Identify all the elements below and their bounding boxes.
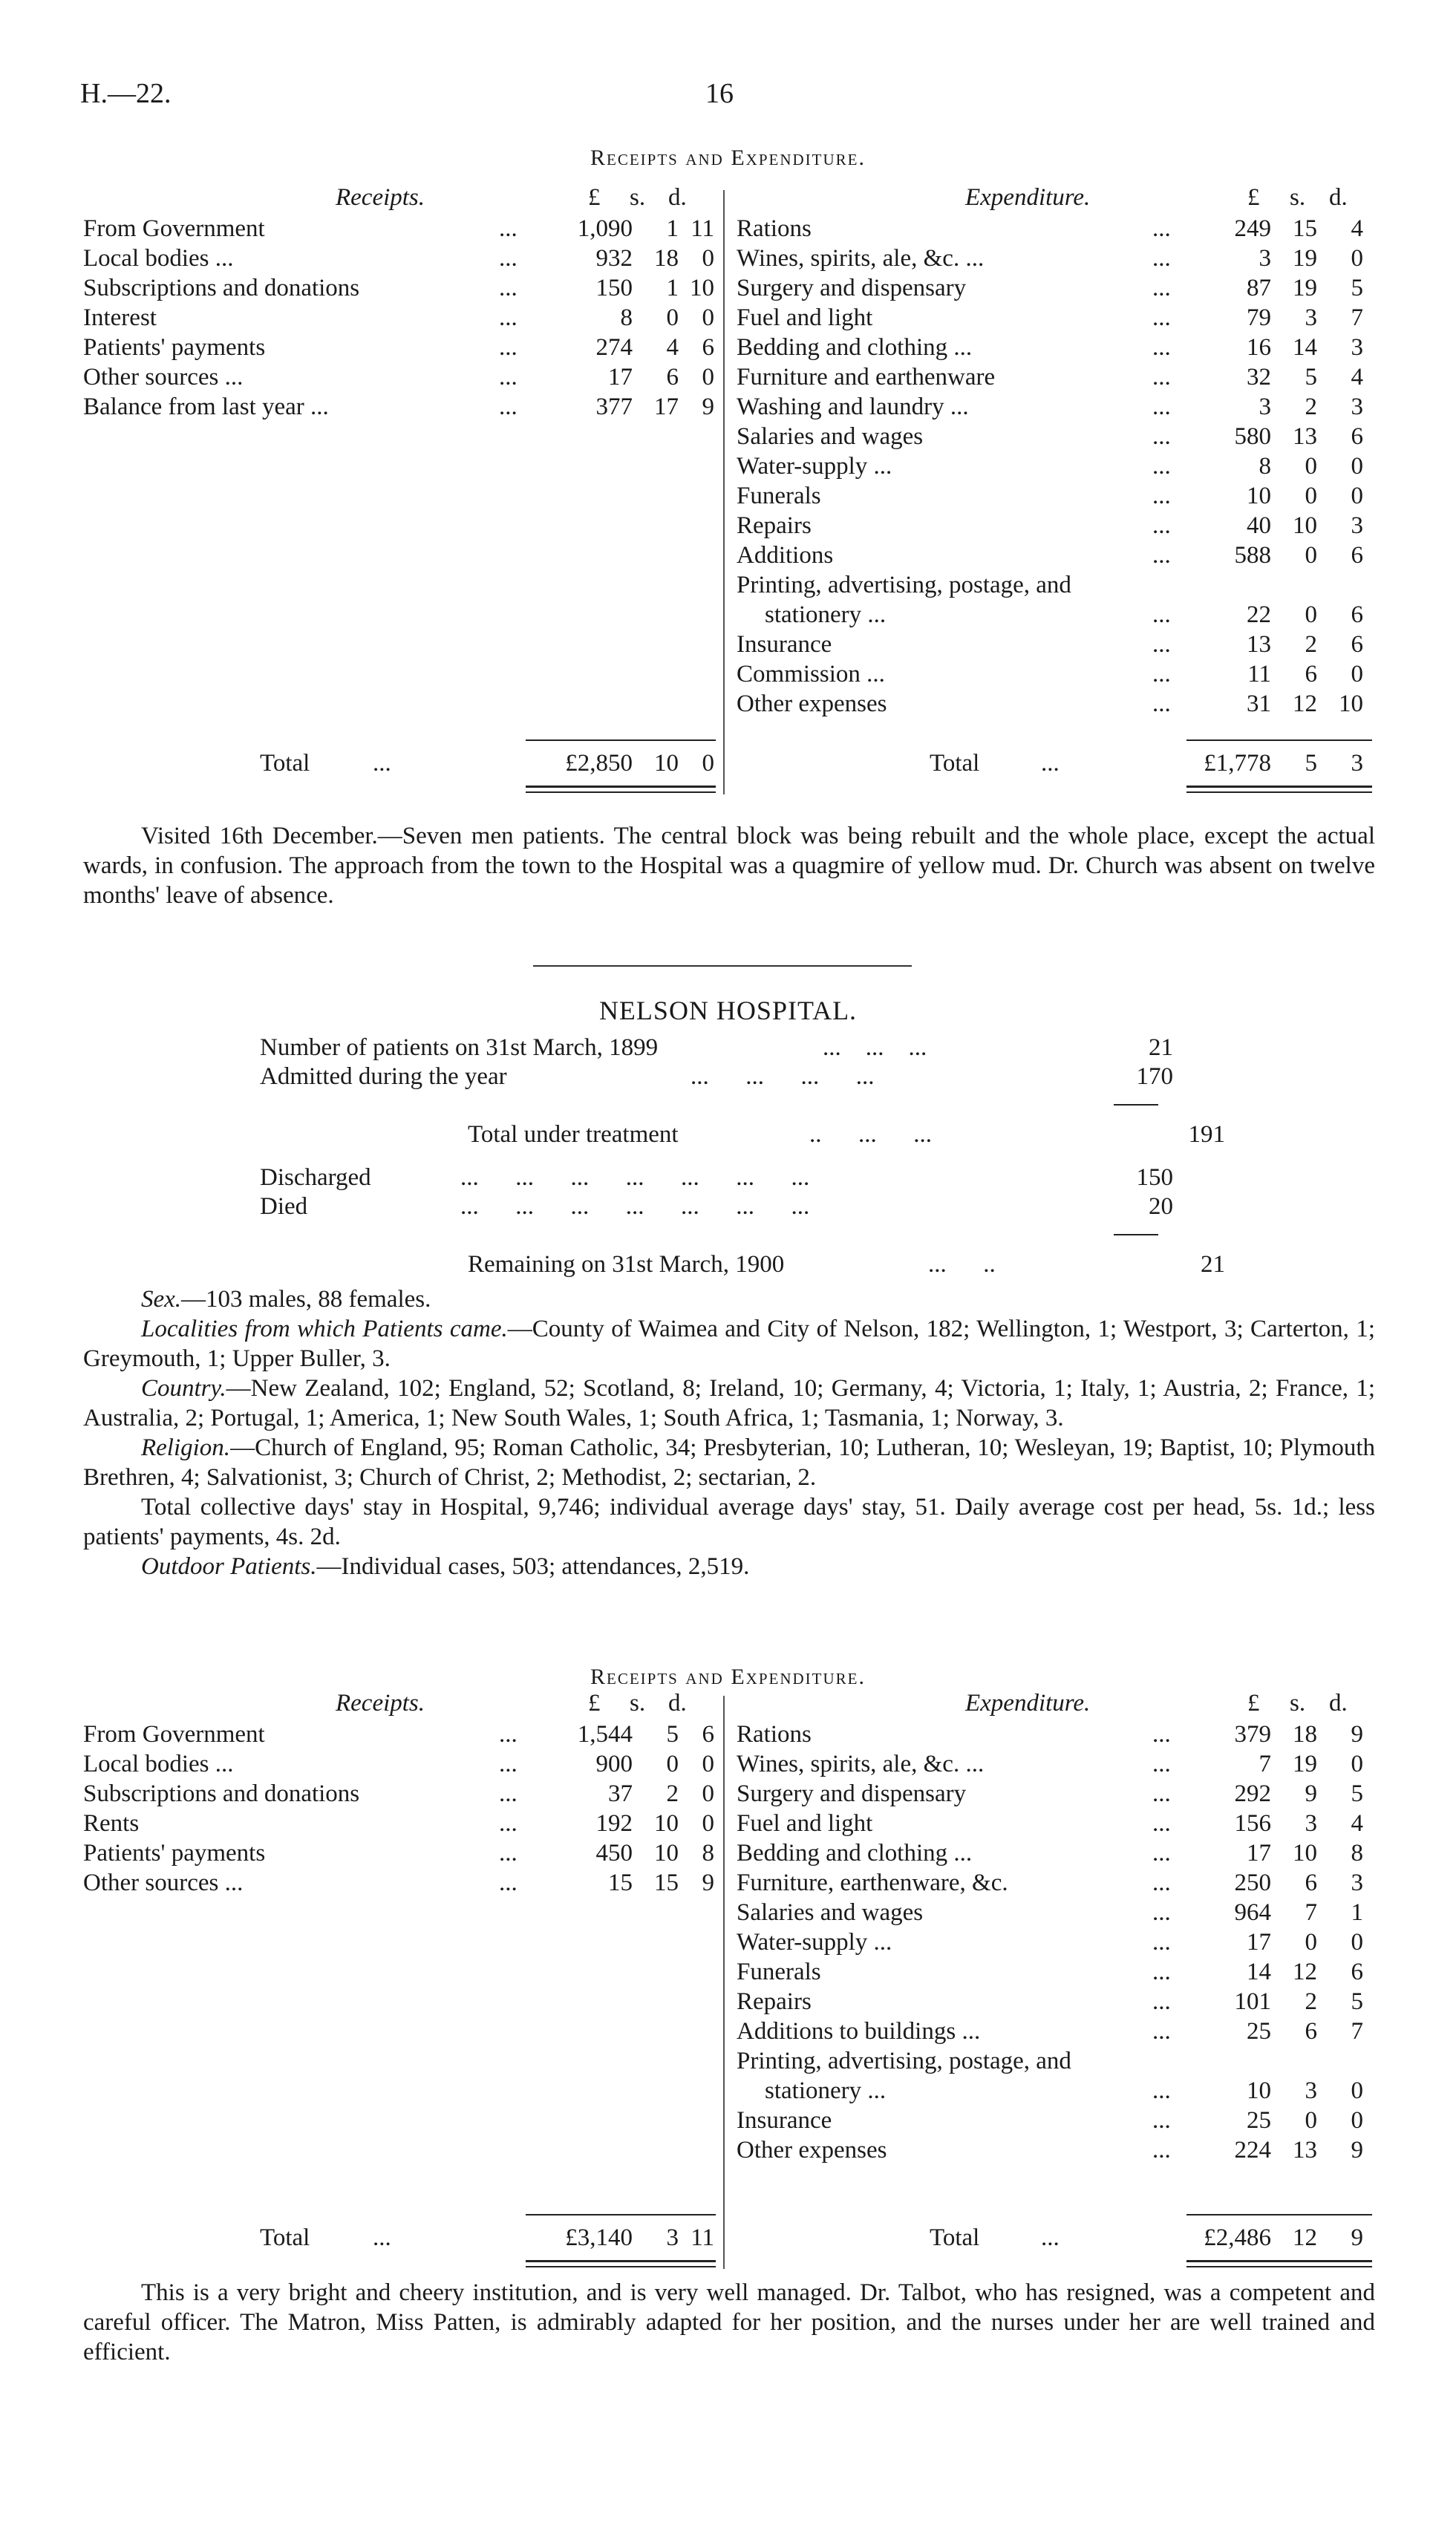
receipt-pence: 0 (702, 1780, 714, 1807)
expenditure-label: Rations (737, 215, 812, 242)
expenditure-pence: 0 (1351, 661, 1363, 688)
expenditure-row (737, 2048, 1368, 2077)
receipt-row: Subscriptions and donations ... 150 1 10 (83, 275, 714, 301)
expenditure-shillings: 3 (1305, 1810, 1317, 1837)
expenditure-pounds: 3 (1259, 394, 1271, 420)
expenditure-pence: 6 (1351, 423, 1363, 450)
expenditure-label: Rations (737, 1721, 812, 1748)
expenditure-row: Bedding and clothing ... ... 17 10 8 (737, 1840, 1363, 1867)
expenditure-pounds: 10 (1247, 483, 1271, 509)
receipt-row: From Government ... 1,544 5 6 (83, 1721, 714, 1748)
expenditure-pounds: 964 (1234, 1899, 1271, 1926)
expenditure-label: Surgery and dispensary (737, 275, 967, 301)
receipt-pounds: 377 (595, 394, 633, 420)
stat-discharged: Discharged ... ... ... ... ... ... ... 150 (260, 1164, 1173, 1191)
expenditure-pence: 9 (1351, 1721, 1363, 1748)
expenditure-pence: 7 (1351, 2018, 1363, 2045)
expenditure-pence: 8 (1351, 1840, 1363, 1867)
expenditure-shillings: 6 (1305, 1870, 1317, 1896)
expenditure-shillings: 2 (1305, 1988, 1317, 2015)
receipt-shillings: 6 (666, 364, 679, 391)
expenditure-shillings: 0 (1305, 483, 1317, 509)
expenditure-row: Wines, spirits, ale, &c. ... ... 3 19 0 (737, 245, 1363, 272)
expenditure-shillings: 13 (1293, 2137, 1317, 2164)
unit-shillings: s. (630, 184, 646, 211)
expenditure-pounds: 32 (1247, 364, 1271, 391)
expenditure-total-pounds: £2,486 (1204, 2224, 1271, 2251)
expenditure-pence: 5 (1351, 1780, 1363, 1807)
expenditure-pence: 10 (1339, 690, 1363, 717)
expenditure-label: Water-supply ... (737, 1929, 892, 1956)
expenditure-row: Fuel and light ... 79 3 7 (737, 304, 1363, 331)
expenditure-row: Rations ... 379 18 9 (737, 1721, 1363, 1748)
expenditure-shillings: 3 (1305, 304, 1317, 331)
receipt-pounds: 37 (608, 1780, 633, 1807)
expenditure-shillings: 6 (1305, 2018, 1317, 2045)
receipt-pounds: 1,544 (577, 1721, 633, 1748)
unit-pence: d. (1329, 184, 1348, 211)
expenditure-row: Salaries and wages ... 964 7 1 (737, 1899, 1363, 1926)
receipt-pounds: 15 (608, 1870, 633, 1896)
expenditure-total-row: Total ... £2,486 12 9 (930, 2224, 1363, 2251)
receipt-row: Patients' payments ... 274 4 6 (83, 334, 714, 361)
expenditure-row: Washing and laundry ... ... 3 2 3 (737, 394, 1363, 420)
expenditure-label: Fuel and light (737, 1810, 873, 1837)
expenditure-shillings: 15 (1293, 215, 1317, 242)
expenditure-heading: Expenditure. (965, 184, 1091, 211)
receipt-row: Balance from last year ... ... 377 17 9 (83, 394, 714, 420)
unit-pounds: £ (1247, 1690, 1260, 1717)
expenditure-label: Funerals (737, 483, 821, 509)
stat-remaining: Remaining on 31st March, 1900 ... .. 21 (468, 1251, 1225, 1278)
expenditure-shillings: 0 (1305, 453, 1317, 480)
unit-pence: d. (668, 1690, 687, 1717)
expenditure-label: Additions to buildings ... (737, 2018, 981, 2045)
receipt-label: Other sources ... (83, 364, 244, 391)
expenditure-row: Water-supply ... ... 17 0 0 (737, 1929, 1363, 1956)
receipts-total-pounds: £2,850 (565, 750, 633, 777)
expenditure-row: Water-supply ... ... 8 0 0 (737, 453, 1363, 480)
receipt-pence: 0 (702, 364, 714, 391)
expenditure-row (737, 572, 1368, 601)
expenditure-shillings: 5 (1305, 364, 1317, 391)
expenditure-pence: 0 (1351, 1751, 1363, 1777)
expenditure-label: Furniture, earthenware, &c. (737, 1870, 1008, 1896)
expenditure-row: Funerals ... 14 12 6 (737, 1959, 1363, 1985)
visit-remarks-1: Visited 16th December.—Seven men patients. The central block was being rebuilt and the whole place, except the actual wards, in confusion. The approach from the town to the Hospital was a quagmire of yellow mud. Dr. Church was absent on twelve months' leave of absence. (83, 823, 1375, 909)
expenditure-pence: 0 (1351, 2077, 1363, 2104)
expenditure-shillings: 0 (1305, 1929, 1317, 1956)
unit-shillings: s. (1290, 1690, 1306, 1717)
expenditure-shillings: 10 (1293, 1840, 1317, 1867)
expenditure-label-continued: stationery ... (765, 601, 887, 628)
patient-details: Sex.—103 males, 88 females. Localities from which Patients came.—County of Waimea and City of Nelson, 182; Wellington, 1; Westport, 3; Carterton, 1; Greymouth, 1; Upper Buller, 3. Country.—New Zealand, 102; England, 52; Scotland, 8; Ireland, 10; Germany, 4; Victoria, 1; Italy, 1; Austria, 2; France, 1; Australia, 2; Portugal, 1; America, 1; New South Wales, 1; South Africa, 1; Tasmania, 1; Norway, 3. Religion.—Church of England, 95; Roman Catholic, 34; Presbyterian, 10; Lutheran, 10; Wesleyan, 19; Baptist, 10; Plymouth Brethren, 4; Salvationist, 3; Church of Christ, 2; Methodist, 2; sectarian, 2. Total collective days' stay in Hospital, 9,746; individual average days' stay, 51. Daily average cost per head, 5s. 1d.; less patients' payments, 4s. 2d. Outdoor Patients.—Individual cases, 503; attendances, 2,519. (83, 1286, 1375, 1580)
receipts-total-shillings: 3 (666, 2224, 679, 2251)
expenditure-pounds: 31 (1247, 690, 1271, 717)
receipt-pounds: 932 (595, 245, 633, 272)
receipt-shillings: 0 (666, 304, 679, 331)
receipt-row: Other sources ... ... 17 6 0 (83, 364, 714, 391)
receipt-shillings: 1 (666, 275, 679, 301)
unit-pounds: £ (588, 1690, 601, 1717)
receipt-pence: 10 (690, 275, 714, 301)
expenditure-pence: 0 (1351, 483, 1363, 509)
receipt-pence: 0 (702, 1751, 714, 1777)
expenditure-row: Other expenses ... 31 12 10 (737, 690, 1363, 717)
expenditure-pounds: 22 (1247, 601, 1271, 628)
expenditure-pounds: 13 (1247, 631, 1271, 658)
expenditure-total-label: Total (930, 750, 980, 777)
expenditure-row-continued: stationery ... ... 22 0 6 (765, 601, 1363, 628)
expenditure-shillings: 12 (1293, 1959, 1317, 1985)
receipt-pounds: 450 (595, 1840, 633, 1867)
receipt-row: Rents ... 192 10 0 (83, 1810, 714, 1837)
expenditure-pence: 0 (1351, 245, 1363, 272)
expenditure-label: Water-supply ... (737, 453, 892, 480)
expenditure-pounds: 17 (1247, 1840, 1271, 1867)
expenditure-label: Insurance (737, 2107, 832, 2134)
expenditure-pounds: 580 (1234, 423, 1271, 450)
receipt-label: Patients' payments (83, 334, 266, 361)
receipts-expenditure-title: Receipts and Expenditure. (590, 1665, 866, 1689)
receipt-label: Rents (83, 1810, 140, 1837)
receipt-pounds: 900 (595, 1751, 633, 1777)
receipt-shillings: 18 (654, 245, 679, 272)
receipts-expenditure-title: Receipts and Expenditure. (590, 146, 866, 170)
receipt-label: Local bodies ... (83, 245, 234, 272)
expenditure-pence: 7 (1351, 304, 1363, 331)
receipts-total-row: Total ... £3,140 3 11 (260, 2224, 714, 2251)
expenditure-pence: 9 (1351, 2137, 1363, 2164)
expenditure-label: Furniture and earthenware (737, 364, 996, 391)
expenditure-label: Bedding and clothing ... (737, 334, 973, 361)
receipt-shillings: 2 (666, 1780, 679, 1807)
expenditure-pounds: 292 (1234, 1780, 1271, 1807)
expenditure-pence: 4 (1351, 364, 1363, 391)
expenditure-pence: 0 (1351, 1929, 1363, 1956)
expenditure-pence: 6 (1351, 1959, 1363, 1985)
stat-died: Died ... ... ... ... ... ... ... 20 (260, 1193, 1173, 1220)
expenditure-label: Commission ... (737, 661, 885, 688)
expenditure-label: Insurance (737, 631, 832, 658)
expenditure-pence: 3 (1351, 512, 1363, 539)
receipt-label: Subscriptions and donations (83, 275, 360, 301)
receipts-total-pence: 0 (702, 750, 714, 777)
stat-total: Total under treatment .. ... ... 191 (468, 1121, 1225, 1148)
receipt-pounds: 150 (595, 275, 633, 301)
expenditure-shillings: 19 (1293, 1751, 1317, 1777)
expenditure-pence: 6 (1351, 631, 1363, 658)
expenditure-shillings: 0 (1305, 2107, 1317, 2134)
expenditure-label: Printing, advertising, postage, and (737, 572, 1071, 598)
receipt-pounds: 274 (595, 334, 633, 361)
receipts-total-shillings: 10 (654, 750, 679, 777)
expenditure-pounds: 25 (1247, 2018, 1271, 2045)
expenditure-shillings: 0 (1305, 542, 1317, 569)
expenditure-row: Insurance ... 25 0 0 (737, 2107, 1363, 2134)
receipt-pence: 0 (702, 245, 714, 272)
expenditure-heading: Expenditure. (965, 1690, 1091, 1717)
expenditure-pence: 0 (1351, 2107, 1363, 2134)
expenditure-label: Surgery and dispensary (737, 1780, 967, 1807)
expenditure-shillings: 6 (1305, 661, 1317, 688)
receipt-pounds: 8 (620, 304, 633, 331)
unit-pounds: £ (1247, 184, 1260, 211)
expenditure-label: Bedding and clothing ... (737, 1840, 973, 1867)
expenditure-shillings: 3 (1305, 2077, 1317, 2104)
expenditure-shillings: 18 (1293, 1721, 1317, 1748)
unit-shillings: s. (1290, 184, 1306, 211)
expenditure-pounds: 40 (1247, 512, 1271, 539)
expenditure-pence: 6 (1351, 542, 1363, 569)
expenditure-row-continued: stationery ... ... 10 3 0 (765, 2077, 1363, 2104)
receipt-pence: 9 (702, 1870, 714, 1896)
column-divider (723, 190, 725, 794)
expenditure-pounds: 17 (1247, 1929, 1271, 1956)
report-code: H.—22. (80, 78, 172, 109)
expenditure-label: Repairs (737, 512, 812, 539)
expenditure-total-shillings: 5 (1305, 750, 1317, 777)
expenditure-row: Furniture, earthenware, &c. ... 250 6 3 (737, 1870, 1363, 1896)
receipt-label: From Government (83, 1721, 265, 1748)
receipt-row: Local bodies ... ... 932 18 0 (83, 245, 714, 272)
expenditure-pounds: 7 (1259, 1751, 1271, 1777)
expenditure-pence: 6 (1351, 601, 1363, 628)
receipt-row: From Government ... 1,090 1 11 (83, 215, 714, 242)
expenditure-label: Other expenses (737, 2137, 887, 2164)
receipts-total-row: Total ... £2,850 10 0 (260, 750, 714, 777)
expenditure-pounds: 10 (1247, 2077, 1271, 2104)
receipt-shillings: 0 (666, 1751, 679, 1777)
receipt-pence: 8 (702, 1840, 714, 1867)
expenditure-pounds: 14 (1247, 1959, 1271, 1985)
expenditure-label: Wines, spirits, ale, &c. ... (737, 1751, 985, 1777)
expenditure-total-shillings: 12 (1293, 2224, 1317, 2251)
expenditure-pounds: 87 (1247, 275, 1271, 301)
receipt-row: Patients' payments ... 450 10 8 (83, 1840, 714, 1867)
expenditure-shillings: 19 (1293, 275, 1317, 301)
expenditure-row: Wines, spirits, ale, &c. ... ... 7 19 0 (737, 1751, 1363, 1777)
expenditure-pounds: 101 (1234, 1988, 1271, 2015)
expenditure-total-pence: 3 (1351, 750, 1363, 777)
receipt-label: From Government (83, 215, 265, 242)
expenditure-label: Fuel and light (737, 304, 873, 331)
receipts-total-pence: 11 (691, 2224, 714, 2251)
expenditure-pence: 1 (1351, 1899, 1363, 1926)
expenditure-row: Additions ... 588 0 6 (737, 542, 1363, 569)
expenditure-total-label: Total (930, 2224, 980, 2251)
receipt-shillings: 10 (654, 1840, 679, 1867)
expenditure-row: Surgery and dispensary ... 87 19 5 (737, 275, 1363, 301)
stat-admitted: Admitted during the year ... ... ... ... 170 (260, 1063, 1173, 1090)
receipts-heading: Receipts. (336, 1690, 425, 1717)
expenditure-shillings: 14 (1293, 334, 1317, 361)
receipt-pence: 6 (702, 1721, 714, 1748)
expenditure-row: Other expenses ... 224 13 9 (737, 2137, 1363, 2164)
page-number: 16 (705, 78, 734, 109)
expenditure-label: Washing and laundry ... (737, 394, 969, 420)
expenditure-shillings: 12 (1293, 690, 1317, 717)
expenditure-pounds: 3 (1259, 245, 1271, 272)
expenditure-shillings: 19 (1293, 245, 1317, 272)
expenditure-total-pounds: £1,778 (1204, 750, 1271, 777)
receipt-label: Interest (83, 304, 157, 331)
expenditure-pence: 4 (1351, 215, 1363, 242)
expenditure-pence: 4 (1351, 1810, 1363, 1837)
expenditure-pence: 5 (1351, 1988, 1363, 2015)
hospital-title: NELSON HOSPITAL. (598, 996, 858, 1025)
expenditure-total-pence: 9 (1351, 2224, 1363, 2251)
expenditure-label: Wines, spirits, ale, &c. ... (737, 245, 985, 272)
expenditure-pence: 3 (1351, 394, 1363, 420)
expenditure-label: Repairs (737, 1988, 812, 2015)
receipt-label: Other sources ... (83, 1870, 244, 1896)
receipt-label: Local bodies ... (83, 1751, 234, 1777)
receipt-pence: 6 (702, 334, 714, 361)
expenditure-row: Bedding and clothing ... ... 16 14 3 (737, 334, 1363, 361)
receipts-heading: Receipts. (336, 184, 425, 211)
expenditure-pounds: 379 (1234, 1721, 1271, 1748)
expenditure-pounds: 250 (1234, 1870, 1271, 1896)
expenditure-pounds: 16 (1247, 334, 1271, 361)
expenditure-label: Other expenses (737, 690, 887, 717)
receipt-pounds: 1,090 (577, 215, 633, 242)
receipt-pounds: 192 (595, 1810, 633, 1837)
receipt-row: Local bodies ... ... 900 0 0 (83, 1751, 714, 1777)
expenditure-label-continued: stationery ... (765, 2077, 887, 2104)
expenditure-row: Insurance ... 13 2 6 (737, 631, 1363, 658)
expenditure-label: Salaries and wages (737, 1899, 924, 1926)
expenditure-pence: 3 (1351, 1870, 1363, 1896)
receipt-pounds: 17 (608, 364, 633, 391)
visit-remarks-2: This is a very bright and cheery institution, and is very well managed. Dr. Talbot, who has resigned, was a competent and careful officer. The Matron, Miss Patten, is admirably adapted for her position, and the nurses under her are well trained and efficient. (83, 2279, 1375, 2365)
expenditure-pounds: 249 (1234, 215, 1271, 242)
expenditure-shillings: 2 (1305, 394, 1317, 420)
receipt-shillings: 5 (666, 1721, 679, 1748)
receipt-shillings: 15 (654, 1870, 679, 1896)
expenditure-pence: 3 (1351, 334, 1363, 361)
stat-start: Number of patients on 31st March, 1899 ... ... ... 21 (260, 1034, 1173, 1061)
unit-pounds: £ (588, 184, 601, 211)
expenditure-pounds: 25 (1247, 2107, 1271, 2134)
expenditure-row: Additions to buildings ... ... 25 6 7 (737, 2018, 1363, 2045)
receipt-shillings: 17 (654, 394, 679, 420)
receipt-pence: 0 (702, 304, 714, 331)
receipt-row: Subscriptions and donations ... 37 2 0 (83, 1780, 714, 1807)
section-divider (533, 965, 912, 967)
receipt-row: Other sources ... ... 15 15 9 (83, 1870, 714, 1896)
expenditure-row: Repairs ... 101 2 5 (737, 1988, 1363, 2015)
expenditure-total-row: Total ... £1,778 5 3 (930, 750, 1363, 777)
expenditure-label: Printing, advertising, postage, and (737, 2048, 1071, 2074)
receipt-shillings: 10 (654, 1810, 679, 1837)
receipts-total-label: Total (260, 750, 310, 777)
expenditure-shillings: 13 (1293, 423, 1317, 450)
expenditure-row: Salaries and wages ... 580 13 6 (737, 423, 1363, 450)
receipt-row: Interest ... 8 0 0 (83, 304, 714, 331)
expenditure-shillings: 0 (1305, 601, 1317, 628)
expenditure-row: Funerals ... 10 0 0 (737, 483, 1363, 509)
expenditure-label: Salaries and wages (737, 423, 924, 450)
receipt-label: Balance from last year ... (83, 394, 329, 420)
expenditure-row: Fuel and light ... 156 3 4 (737, 1810, 1363, 1837)
expenditure-pounds: 79 (1247, 304, 1271, 331)
expenditure-pounds: 8 (1259, 453, 1271, 480)
receipts-total-pounds: £3,140 (565, 2224, 633, 2251)
unit-shillings: s. (630, 1690, 646, 1717)
column-divider (723, 1696, 725, 2269)
receipts-total-label: Total (260, 2224, 310, 2251)
receipt-pence: 9 (702, 394, 714, 420)
expenditure-row: Commission ... ... 11 6 0 (737, 661, 1363, 688)
expenditure-pounds: 11 (1247, 661, 1271, 688)
receipt-pence: 11 (691, 215, 714, 242)
receipt-label: Patients' payments (83, 1840, 266, 1867)
expenditure-pounds: 156 (1234, 1810, 1271, 1837)
expenditure-shillings: 7 (1305, 1899, 1317, 1926)
expenditure-row: Furniture and earthenware ... 32 5 4 (737, 364, 1363, 391)
expenditure-pounds: 588 (1234, 542, 1271, 569)
unit-pence: d. (1329, 1690, 1348, 1717)
expenditure-shillings: 2 (1305, 631, 1317, 658)
expenditure-row: Surgery and dispensary ... 292 9 5 (737, 1780, 1363, 1807)
expenditure-label: Additions (737, 542, 834, 569)
unit-pence: d. (668, 184, 687, 211)
expenditure-row: Rations ... 249 15 4 (737, 215, 1363, 242)
expenditure-pence: 0 (1351, 453, 1363, 480)
receipt-pence: 0 (702, 1810, 714, 1837)
expenditure-row: Repairs ... 40 10 3 (737, 512, 1363, 539)
receipt-shillings: 4 (666, 334, 679, 361)
expenditure-pence: 5 (1351, 275, 1363, 301)
expenditure-label: Funerals (737, 1959, 821, 1985)
expenditure-shillings: 10 (1293, 512, 1317, 539)
expenditure-shillings: 9 (1305, 1780, 1317, 1807)
receipt-shillings: 1 (666, 215, 679, 242)
receipt-label: Subscriptions and donations (83, 1780, 360, 1807)
expenditure-pounds: 224 (1234, 2137, 1271, 2164)
